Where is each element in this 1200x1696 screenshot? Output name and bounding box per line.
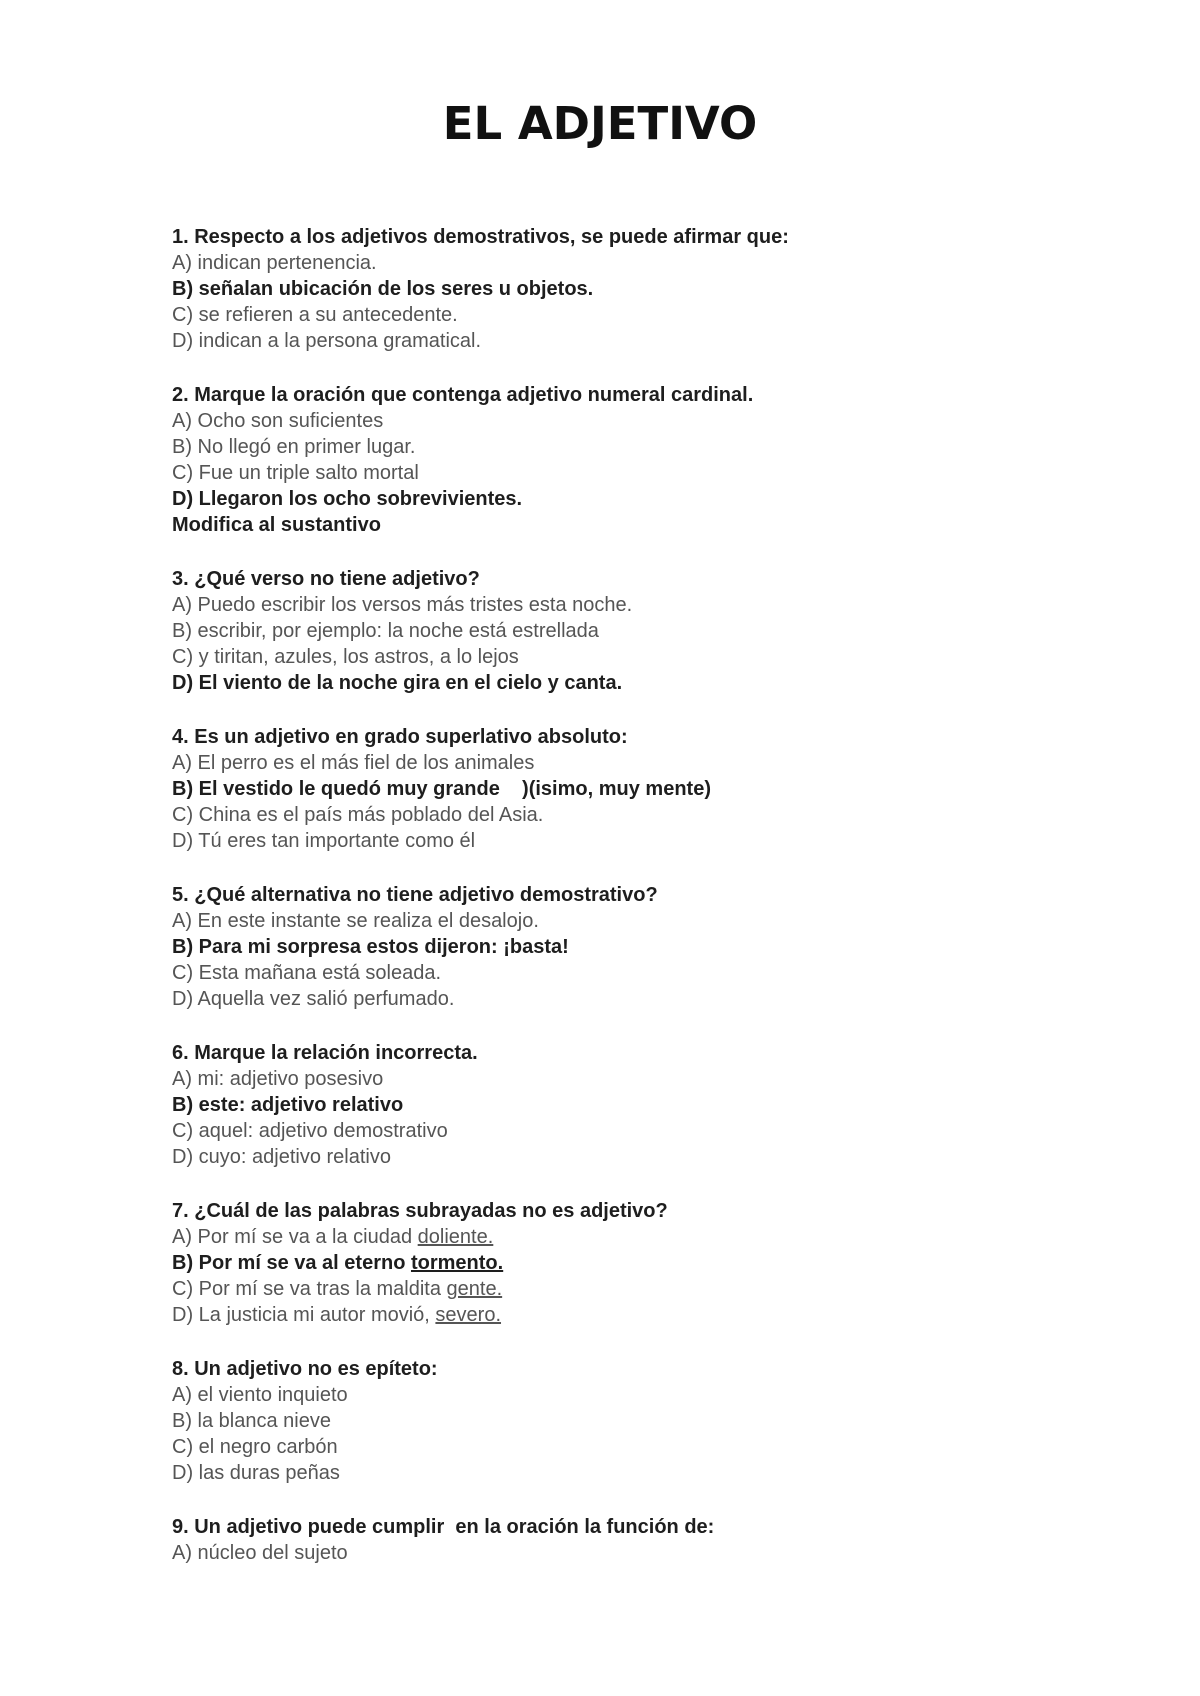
- underlined-word: gente.: [446, 1278, 503, 1300]
- question-prompt: 5. ¿Qué alternativa no tiene adjetivo demostrativo?: [172, 884, 658, 906]
- underlined-word: severo.: [435, 1304, 502, 1326]
- answer-option: [172, 1460, 1132, 1486]
- underlined-word: tormento.: [410, 1252, 504, 1274]
- question-6: [172, 1040, 1132, 1170]
- option-text: D) Aquella vez salió perfumado.: [172, 988, 455, 1010]
- option-text: C) el negro carbón: [172, 1436, 338, 1458]
- option-text: A) En este instante se realiza el desalojo.: [172, 910, 539, 932]
- answer-option-correct: [172, 1250, 1132, 1276]
- option-text: C) China es el país más poblado del Asia.: [172, 804, 544, 826]
- answer-option: [172, 302, 1132, 328]
- question-2: [172, 382, 1132, 538]
- option-text: D) Llegaron los ocho sobrevivientes.: [172, 488, 523, 510]
- answer-option: [172, 328, 1132, 354]
- option-text: B) la blanca nieve: [172, 1410, 331, 1432]
- option-text: D) La justicia mi autor movió,: [172, 1304, 436, 1326]
- question-4: [172, 724, 1132, 854]
- option-text: C) y tiritan, azules, los astros, a lo lejos: [172, 646, 519, 668]
- option-text: C) Fue un triple salto mortal: [172, 462, 419, 484]
- option-text: D) El viento de la noche gira en el cielo y canta.: [172, 672, 623, 694]
- answer-option: [172, 644, 1132, 670]
- answer-option: [172, 1434, 1132, 1460]
- question-prompt: 3. ¿Qué verso no tiene adjetivo?: [172, 568, 480, 590]
- option-text: C) aquel: adjetivo demostrativo: [172, 1120, 448, 1142]
- question-5: [172, 882, 1132, 1012]
- answer-option-correct: [172, 934, 1132, 960]
- answer-option: [172, 908, 1132, 934]
- answer-option: [172, 1382, 1132, 1408]
- option-text: C) Esta mañana está soleada.: [172, 962, 442, 984]
- answer-option: [172, 434, 1132, 460]
- question-note: Modifica al sustantivo: [172, 514, 381, 536]
- answer-option: [172, 828, 1132, 854]
- answer-option-correct: [172, 1092, 1132, 1118]
- question-9: [172, 1514, 1132, 1566]
- option-text: B) este: adjetivo relativo: [172, 1094, 404, 1116]
- option-text: B) Para mi sorpresa estos dijeron: ¡basta!: [172, 936, 569, 958]
- answer-option: [172, 460, 1132, 486]
- option-text: A) Por mí se va a la ciudad: [172, 1226, 418, 1248]
- option-text: B) El vestido le quedó muy grande )(isimo, muy mente): [172, 778, 711, 800]
- option-text: A) núcleo del sujeto: [172, 1542, 348, 1564]
- answer-option: [172, 1066, 1132, 1092]
- question-prompt: 7. ¿Cuál de las palabras subrayadas no es adjetivo?: [172, 1200, 668, 1222]
- option-text: A) el viento inquieto: [172, 1384, 348, 1406]
- question-8: [172, 1356, 1132, 1486]
- option-text: D) indican a la persona gramatical.: [172, 330, 482, 352]
- answer-option: [172, 1302, 1132, 1328]
- answer-option: [172, 1276, 1132, 1302]
- question-prompt: 6. Marque la relación incorrecta.: [172, 1042, 478, 1064]
- answer-option: [172, 986, 1132, 1012]
- answer-option: [172, 1540, 1132, 1566]
- question-1: [172, 224, 1132, 354]
- answer-option: [172, 960, 1132, 986]
- answer-option: [172, 1118, 1132, 1144]
- answer-option: [172, 1408, 1132, 1434]
- option-text: D) Tú eres tan importante como él: [172, 830, 476, 852]
- document-title: EL ADJETIVO: [442, 97, 758, 150]
- question-prompt: 4. Es un adjetivo en grado superlativo absoluto:: [172, 726, 628, 748]
- answer-option-correct: [172, 486, 1132, 512]
- option-text: A) El perro es el más fiel de los animales: [172, 752, 535, 774]
- option-text: A) indican pertenencia.: [172, 252, 377, 274]
- option-text: A) mi: adjetivo posesivo: [172, 1068, 384, 1090]
- option-text: C) se refieren a su antecedente.: [172, 304, 458, 326]
- answer-option: [172, 592, 1132, 618]
- option-text: A) Ocho son suficientes: [172, 410, 384, 432]
- answer-option: [172, 408, 1132, 434]
- option-text: D) cuyo: adjetivo relativo: [172, 1146, 391, 1168]
- question-prompt: 2. Marque la oración que contenga adjetivo numeral cardinal.: [172, 384, 754, 406]
- option-text: C) Por mí se va tras la maldita: [172, 1278, 447, 1300]
- answer-option: [172, 250, 1132, 276]
- answer-option: [172, 618, 1132, 644]
- option-text: B) No llegó en primer lugar.: [172, 436, 416, 458]
- option-text: A) Puedo escribir los versos más tristes esta noche.: [172, 594, 633, 616]
- answer-option: [172, 802, 1132, 828]
- question-prompt: 8. Un adjetivo no es epíteto:: [172, 1358, 438, 1380]
- answer-option: [172, 1224, 1132, 1250]
- answer-option-correct: [172, 276, 1132, 302]
- option-text: D) las duras peñas: [172, 1462, 340, 1484]
- question-3: [172, 566, 1132, 696]
- answer-option-correct: [172, 670, 1132, 696]
- question-prompt: 1. Respecto a los adjetivos demostrativos, se puede afirmar que:: [172, 226, 789, 248]
- question-list: [172, 224, 1132, 1594]
- answer-option: [172, 750, 1132, 776]
- option-text: B) Por mí se va al eterno: [172, 1252, 411, 1274]
- answer-option-correct: [172, 776, 1132, 802]
- question-7: [172, 1198, 1132, 1328]
- answer-option: [172, 1144, 1132, 1170]
- option-text: B) escribir, por ejemplo: la noche está estrellada: [172, 620, 599, 642]
- underlined-word: doliente.: [417, 1226, 494, 1248]
- option-text: B) señalan ubicación de los seres u objetos.: [172, 278, 594, 300]
- question-prompt: 9. Un adjetivo puede cumplir en la oración la función de:: [172, 1516, 715, 1538]
